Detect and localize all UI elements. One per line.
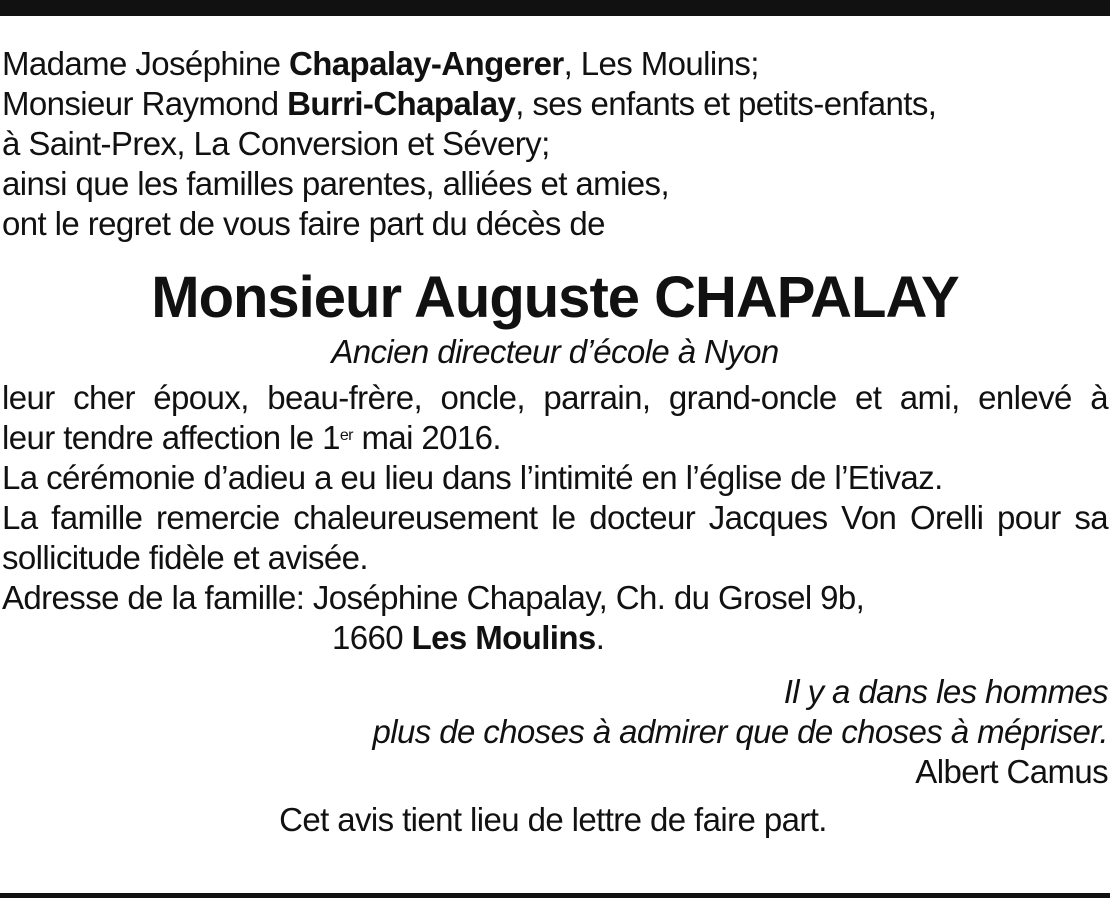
ordinal-superscript: er [339,427,353,444]
postcode: 1660 [332,619,412,656]
intro-line-5: ont le regret de vous faire part du décès de [2,205,605,242]
family-address-line: Adresse de la famille: Joséphine Chapalay, Ch. du Grosel 9b, [2,579,865,616]
body-text: leur tendre affection le 1 [2,419,340,456]
bottom-border-rule [0,893,1110,898]
death-notice [2,44,1108,840]
family-address-city [2,618,1108,658]
body-text: mai 2016. [352,419,501,456]
quote-block [2,672,1108,792]
intro-line-1 [2,44,1108,84]
top-border-rule [0,0,1110,16]
deceased-name: Monsieur Auguste CHAPALAY [151,265,959,330]
body-line-2 [2,418,1108,458]
intro-text: , Les Moulins; [563,45,759,82]
intro-line-4: ainsi que les familles parentes, alliées et amies, [2,165,670,202]
intro-text: , ses enfants et petits-enfants, [515,85,937,122]
closing-statement: Cet avis tient lieu de lettre de faire part. [279,801,827,838]
intro-text: Monsieur Raymond [2,85,288,122]
city-name-bold: Les Moulins [411,619,596,656]
intro-line-3: à Saint-Prex, La Conversion et Sévery; [2,125,550,162]
body-line-5: sollicitude fidèle et avisée. [2,539,368,576]
body-text: . [595,619,605,656]
intro-line-2 [2,84,1108,124]
quote-line-1: Il y a dans les hommes [783,673,1108,710]
quote-line-2: plus de choses à admirer que de choses à mépriser. [372,713,1108,750]
family-name-bold: Burri-Chapalay [287,85,516,122]
body-line-3: La cérémonie d’adieu a eu lieu dans l’intimité en l’église de l’Etivaz. [2,459,943,496]
family-name-bold: Chapalay-Angerer [288,45,564,82]
intro-text: Madame Joséphine [2,45,289,82]
quote-author: Albert Camus [915,753,1108,790]
body-line-1: leur cher époux, beau-frère, oncle, parrain, grand-oncle et ami, enlevé à [2,379,1108,416]
deceased-role: Ancien directeur d’école à Nyon [331,333,779,370]
body-line-4: La famille remercie chaleureusement le docteur Jacques Von Orelli pour sa [2,499,1108,536]
